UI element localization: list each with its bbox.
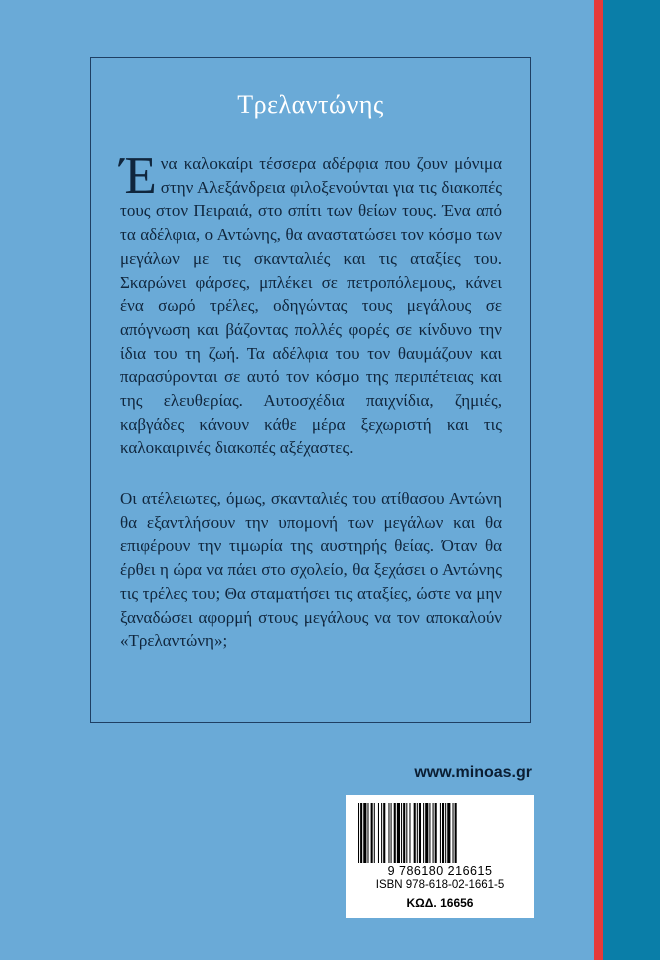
barcode-number: 9 786180 216615	[387, 864, 493, 878]
blurb-paragraph-1-text: να καλοκαίρι τέσσερα αδέρφια που ζουν μόνιμα στην Αλεξάνδρεια φιλοξενούνται για τις διακοπές τους στον Πειραιά, στο σπίτι των θείων τους. Ένα από τα αδέλφια, ο Αντώνης, θα αναστατώσει τον κόσμο των μεγάλων με τις σκανταλιές και τις αταξίες του. Σκαρώνει φάρσες, μπλέκει σε πετροπόλεμους, κάνει ένα σωρό τρέλες, οδηγώντας τους μεγάλους σε απόγνωση και βάζοντας πολλές φορές σε κίνδυνο την ίδια του τη ζωή. Τα αδέλφια του τον θαυμάζουν και παρασύρονται σε αυτό τον κόσμο της περιπέτειας και της ελευθερίας. Αυτοσχέδια παιχνίδια, ζημιές, καβγάδες κάνουν κάθε μέρα ξεχωριστή και τις καλοκαιρινές διακοπές αξέχαστες.	[120, 154, 502, 458]
barcode-image	[356, 803, 524, 863]
blurb-paragraph-2: Οι ατέλειωτες, όμως, σκανταλιές του ατίθασου Αντώνη θα εξαντλήσουν την υπομονή των μεγάλων και θα επιφέρουν την τιμωρία της αυστηρής θείας. Όταν θα έρθει η ώρα να πάει στο σχολείο, θα ξεχάσει ο Αντώνης τις τρέλες του; Θα σταματήσει τις αταξίες, ώστε να μην ξαναδώσει αφορμή στους μεγάλους να τον αποκαλούν «Τρελαντώνη»;	[120, 489, 502, 651]
spine-stripe-blue	[603, 0, 660, 960]
spine-stripe-red	[594, 0, 603, 960]
isbn-text: ISBN 978-618-02-1661-5	[375, 879, 505, 891]
barcode-box	[346, 795, 534, 918]
product-code: ΚΩΔ. 16656	[406, 896, 474, 910]
drop-cap: Έ	[120, 147, 157, 205]
publisher-website: www.minoas.gr	[414, 764, 532, 781]
blurb-paragraph-1	[120, 147, 502, 460]
book-title: Τρελαντώνης	[237, 90, 384, 119]
